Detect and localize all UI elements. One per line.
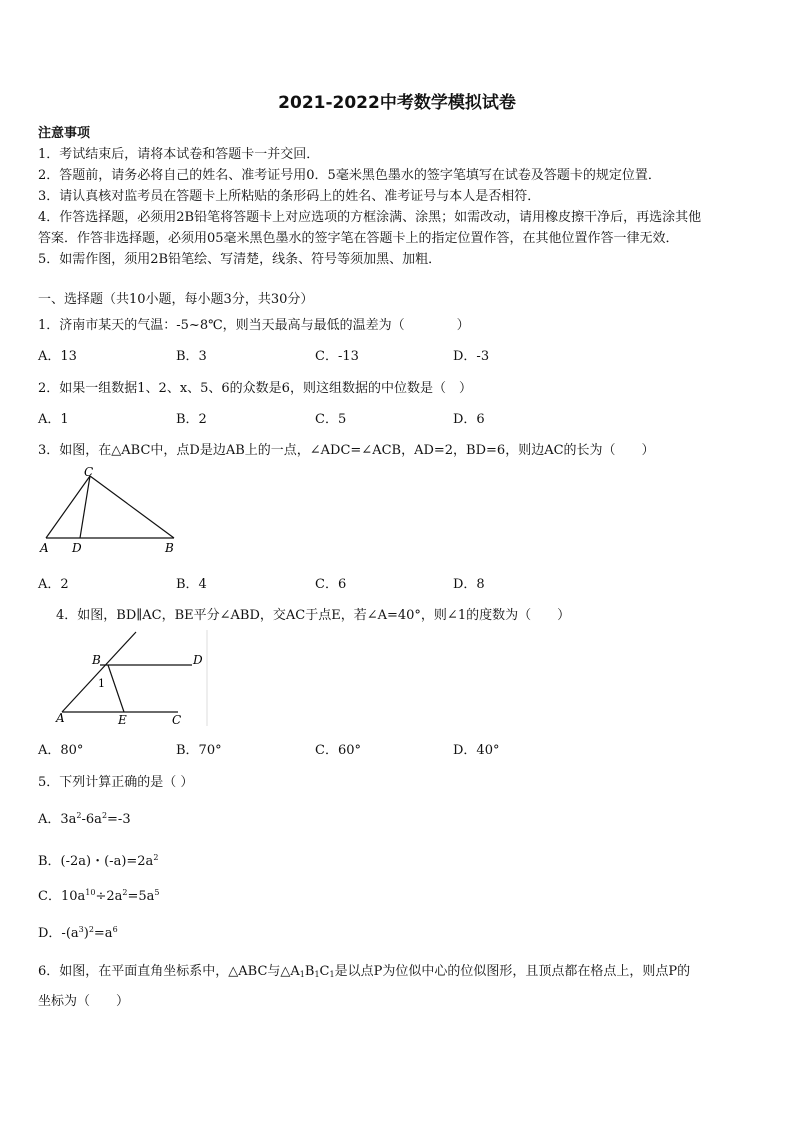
q5-option-b-text: B．(-2a)・(-a)=2a <box>38 854 154 869</box>
segment-be <box>108 665 124 712</box>
q6-text: 是以点P为位似中心的位似图形，且顶点都在格点上，则点P的 <box>334 964 691 979</box>
question-2-stem: 2．如果一组数据1、2、x、5、6的众数是6，则这组数据的中位数是（ ） <box>38 381 472 396</box>
label-b: B <box>92 653 101 667</box>
q5-option-d-text: D．-(a <box>38 926 79 941</box>
exponent: 2 <box>153 853 159 862</box>
q4-option-c: C．60° <box>315 743 361 758</box>
subscript: 1 <box>329 970 335 979</box>
note-item: 3．请认真核对监考员在答题卡上所粘贴的条形码上的姓名、准考证号与本人是否相符． <box>38 189 541 204</box>
q5-option-c <box>38 885 159 904</box>
exponent: 6 <box>112 925 118 934</box>
q5-option-c-text: =5a <box>127 889 155 904</box>
question-6-stem <box>38 960 690 979</box>
q1-option-b: B．3 <box>176 349 207 364</box>
exponent: 2 <box>122 888 128 897</box>
label-e: E <box>118 713 127 727</box>
q4-option-b: B．70° <box>176 743 222 758</box>
page-title: 2021-2022中考数学模拟试卷 <box>278 93 516 113</box>
q4-option-a: A．80° <box>38 743 84 758</box>
q5-option-d <box>38 922 118 941</box>
segment-ac <box>46 476 90 538</box>
note-item: 2．答题前，请务必将自己的姓名、准考证号用0．5毫米黑色墨水的签字笔填写在试卷及答题卡的规定位置． <box>38 168 661 183</box>
exponent: 2 <box>88 925 94 934</box>
q5-option-c-text: C．10a <box>38 889 86 904</box>
q3-option-b: B．4 <box>176 577 207 592</box>
q5-option-a <box>38 808 131 827</box>
q5-option-a-text: A．3a <box>38 812 77 827</box>
exponent: 5 <box>154 888 160 897</box>
q2-option-a: A．1 <box>38 412 69 427</box>
question-1-stem: 1．济南市某天的气温：-5~8℃，则当天最高与最低的温差为（ ） <box>38 318 470 333</box>
triangle-figure <box>36 466 186 558</box>
q1-option-d: D．-3 <box>453 349 490 364</box>
question-4-stem: 4．如图，BD∥AC，BE平分∠ABD，交AC于点E，若∠A=40°，则∠1的度数为（ ） <box>56 608 571 623</box>
label-d: D <box>72 541 82 555</box>
q3-option-c: C．6 <box>315 577 347 592</box>
segment-cd <box>80 476 90 538</box>
segment-bc <box>90 476 174 538</box>
note-item: 5．如需作图，须用2B铅笔绘、写清楚，线条、符号等须加黑、加粗． <box>38 252 442 267</box>
line-ab-extended <box>62 632 136 712</box>
q2-option-c: C．5 <box>315 412 347 427</box>
q6-text: C <box>319 964 330 979</box>
q5-option-b <box>38 850 158 869</box>
exponent: 3 <box>78 925 84 934</box>
exponent: 2 <box>101 811 108 820</box>
notes-heading: 注意事项 <box>38 126 91 141</box>
note-item: 答案．作答非选择题，必须用05毫米黑色墨水的签字笔在答题卡上的指定位置作答，在其他位置作答一律无效． <box>38 231 679 246</box>
label-a: A <box>40 541 49 555</box>
q5-option-c-text: ÷2a <box>95 889 123 904</box>
exponent: 2 <box>76 811 82 820</box>
q2-option-d: D．6 <box>453 412 485 427</box>
label-angle-1: 1 <box>98 677 105 690</box>
q4-option-d: D．40° <box>453 743 500 758</box>
question-3-stem: 3．如图，在△ABC中，点D是边AB上的一点，∠ADC=∠ACB，AD=2，BD=6，则边AC的长为（ ） <box>38 443 655 458</box>
question-5-stem: 5．下列计算正确的是（ ） <box>38 775 194 790</box>
q2-option-b: B．2 <box>176 412 207 427</box>
question-6-line2: 坐标为（ ） <box>38 994 130 1009</box>
parallel-lines-figure <box>52 628 210 730</box>
label-c: C <box>172 713 182 727</box>
q6-text: 6．如图，在平面直角坐标系中，△ABC与△A <box>38 964 300 979</box>
q5-option-a-text: -6a <box>81 812 102 827</box>
q3-option-a: A．2 <box>38 577 69 592</box>
label-b: B <box>165 541 174 555</box>
label-c: C <box>84 466 94 479</box>
q1-option-c: C．-13 <box>315 349 359 364</box>
q6-text: B <box>304 964 315 979</box>
subscript: 1 <box>314 970 320 979</box>
note-item: 1．考试结束后，请将本试卷和答题卡一并交回． <box>38 147 320 162</box>
section-heading: 一、选择题（共10小题，每小题3分，共30分） <box>38 292 314 307</box>
q1-option-a: A．13 <box>38 349 77 364</box>
label-a: A <box>56 711 65 725</box>
q5-option-a-text: =-3 <box>107 812 131 827</box>
q5-option-d-text: =a <box>93 926 113 941</box>
label-d: D <box>193 653 203 667</box>
q5-option-d-text: ) <box>83 926 89 941</box>
note-item: 4．作答选择题，必须用2B铅笔将答题卡上对应选项的方框涂满、涂黑；如需改动，请用橡皮擦干净后，再选涂其他 <box>38 210 702 225</box>
subscript: 1 <box>299 970 305 979</box>
q3-option-d: D．8 <box>453 577 485 592</box>
exponent: 10 <box>85 888 96 897</box>
